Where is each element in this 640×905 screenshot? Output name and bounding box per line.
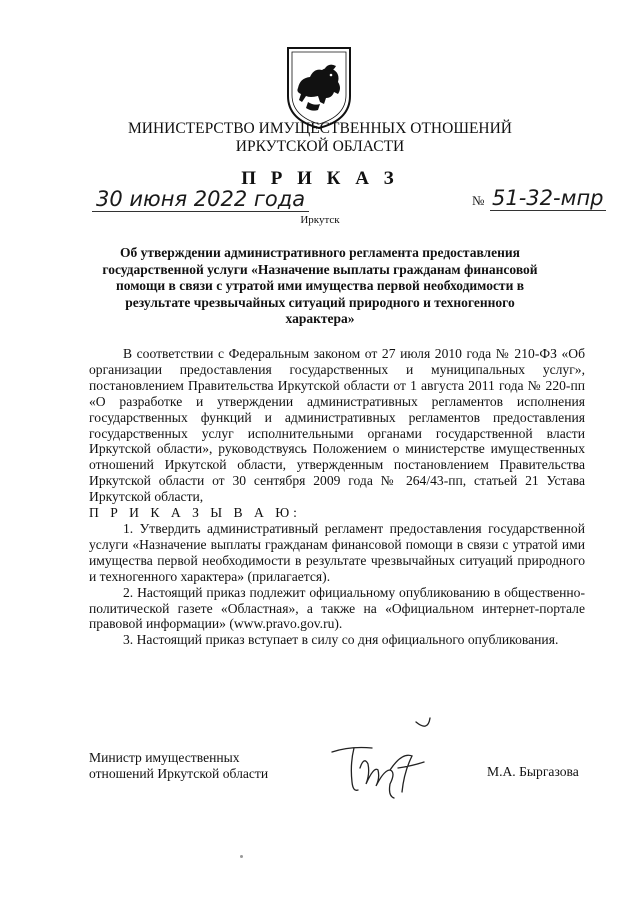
coat-of-arms-icon — [284, 44, 354, 130]
signatory-name: М.А. Быргазова — [487, 764, 579, 779]
ministry-name-line-2: ИРКУТСКОЙ ОБЛАСТИ — [235, 138, 405, 155]
preamble: В соответствии с Федеральным законом от 27 июля 2010 года № 210-ФЗ «Об организации предоставления государственных и муниципальных услуг», постановлением Правительства Иркутской области от 1 августа 2011 года № 220-пп «О разработке и утверждении административных регламентов исполнения государственных функций и административных регламентов предоставления государственных услуг исполнительными органами государственной власти Иркутской области», руководствуясь Положением о министерстве имущественных отношений Иркутской области, утвержденным постановлением Правительства Иркутской области от 30 сентября 2009 года № 264/43-пп, статьей 21 Устава Иркутской области, — [89, 346, 585, 505]
document-type: П Р И К А З — [241, 168, 399, 189]
document-title: Об утверждении административного регламента предоставления государственной услуги «Назначение выплаты гражданам финансовой помощи в связи с утратой ими имущества первой необходимости в результате чрезвычайных ситуаций природного и техногенного характера» — [102, 245, 538, 327]
number-sign: № — [472, 193, 485, 208]
order-number: 51-32-мпр — [492, 186, 604, 210]
document-body — [89, 346, 585, 648]
signatory-role-line-1: Министр имущественных — [89, 750, 240, 765]
order-item-3: 3. Настоящий приказ вступает в силу со дня официального опубликования. — [123, 632, 559, 648]
signatory-role — [89, 750, 268, 781]
orders-heading: П Р И К А З Ы В А Ю: — [89, 505, 301, 521]
order-item-1: 1. Утвердить административный регламент предоставления государственной услуги «Назначение выплаты гражданам финансовой помощи в связи с утратой ими имущества первой необходимости в результате чрезвычайных ситуаций природного и техногенного характера» (прилагается). — [89, 520, 585, 584]
ministry-name-line-1: МИНИСТЕРСТВО ИМУЩЕСТВЕННЫХ ОТНОШЕНИЙ — [127, 120, 513, 137]
signatory-role-line-2: отношений Иркутской области — [89, 765, 269, 781]
handwritten-signature — [320, 712, 450, 804]
order-item-2: 2. Настоящий приказ подлежит официальному опубликованию в общественно-политической газете «Областная», а также на «Официальном интернет-портале правовой информации» (www.pravo.gov.ru). — [89, 584, 585, 632]
city: Иркутск — [300, 214, 340, 226]
order-date: 30 июня 2022 года — [92, 187, 309, 212]
scan-speck — [240, 855, 243, 858]
